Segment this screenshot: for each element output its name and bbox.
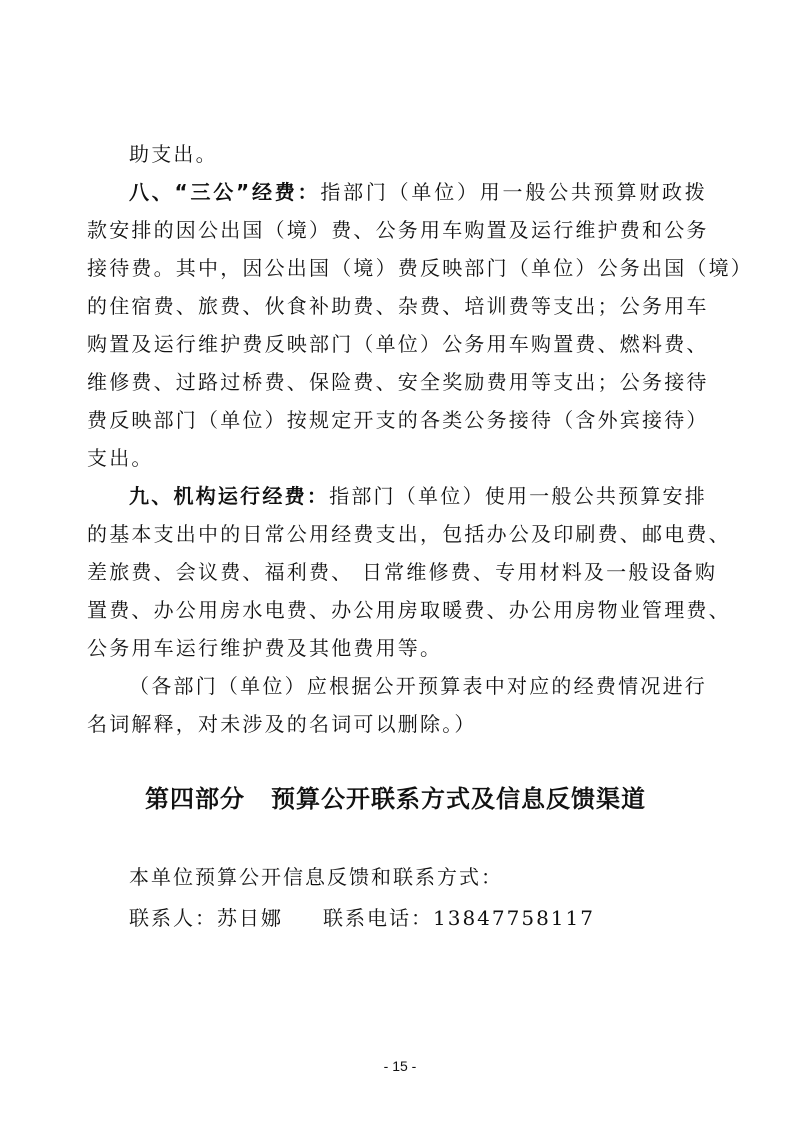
item8-label: 八、“三公”经费： xyxy=(129,180,321,204)
note-line: （各部门（单位）应根据公开预算表中对应的经费情况进行 xyxy=(129,674,707,698)
paragraph-line: 款安排的因公出国（境）费、公务用车购置及运行维护费和公务 xyxy=(87,218,709,242)
paragraph-line: 维修费、过路过桥费、保险费、安全奖励费用等支出；公务接待 xyxy=(87,370,709,394)
item9-first-line xyxy=(129,483,707,509)
contact-intro: 本单位预算公开信息反馈和联系方式： xyxy=(129,865,503,889)
section-part: 第四部分 xyxy=(145,785,245,813)
item8-first-line xyxy=(129,179,707,205)
contact-person-name: 苏日娜 xyxy=(217,906,283,930)
contact-line xyxy=(129,905,595,931)
contact-person-label: 联系人： xyxy=(129,906,217,930)
paragraph-line: 费反映部门（单位）按规定开支的各类公务接待（含外宾接待） xyxy=(87,408,709,432)
paragraph-line: 差旅费、会议费、福利费、 日常维修费、专用材料及一般设备购 xyxy=(87,560,718,584)
paragraph-line: 的基本支出中的日常公用经费支出，包括办公及印刷费、邮电费、 xyxy=(87,522,731,546)
paragraph-line: 置费、办公用房水电费、办公用房取暖费、办公用房物业管理费、 xyxy=(87,598,731,622)
paragraph-line: 公务用车运行维护费及其他费用等。 xyxy=(87,636,443,660)
item8-text: 指部门（单位）用一般公共预算财政拨 xyxy=(320,180,707,204)
paragraph-line: 接待费。其中，因公出国（境）费反映部门（单位）公务出国（境） xyxy=(87,256,753,280)
item9-label: 九、机构运行经费： xyxy=(129,484,330,508)
page-number: - 15 - xyxy=(383,1058,417,1074)
section-heading xyxy=(145,784,646,814)
contact-phone-label: 联系电话： xyxy=(323,906,433,930)
section-title-text: 预算公开联系方式及信息反馈渠道 xyxy=(271,785,646,813)
contact-phone: 13847758117 xyxy=(433,906,595,930)
paragraph-line: 的住宿费、旅费、伙食补助费、杂费、培训费等支出；公务用车 xyxy=(87,294,709,318)
note-line: 名词解释，对未涉及的名词可以删除。） xyxy=(87,712,477,736)
item9-text: 指部门（单位）使用一般公共预算安排 xyxy=(329,484,707,508)
paragraph-line: 支出。 xyxy=(87,446,154,470)
paragraph-line: 购置及运行维护费反映部门（单位）公务用车购置费、燃料费、 xyxy=(87,332,709,356)
paragraph-line: 助支出。 xyxy=(129,142,218,166)
